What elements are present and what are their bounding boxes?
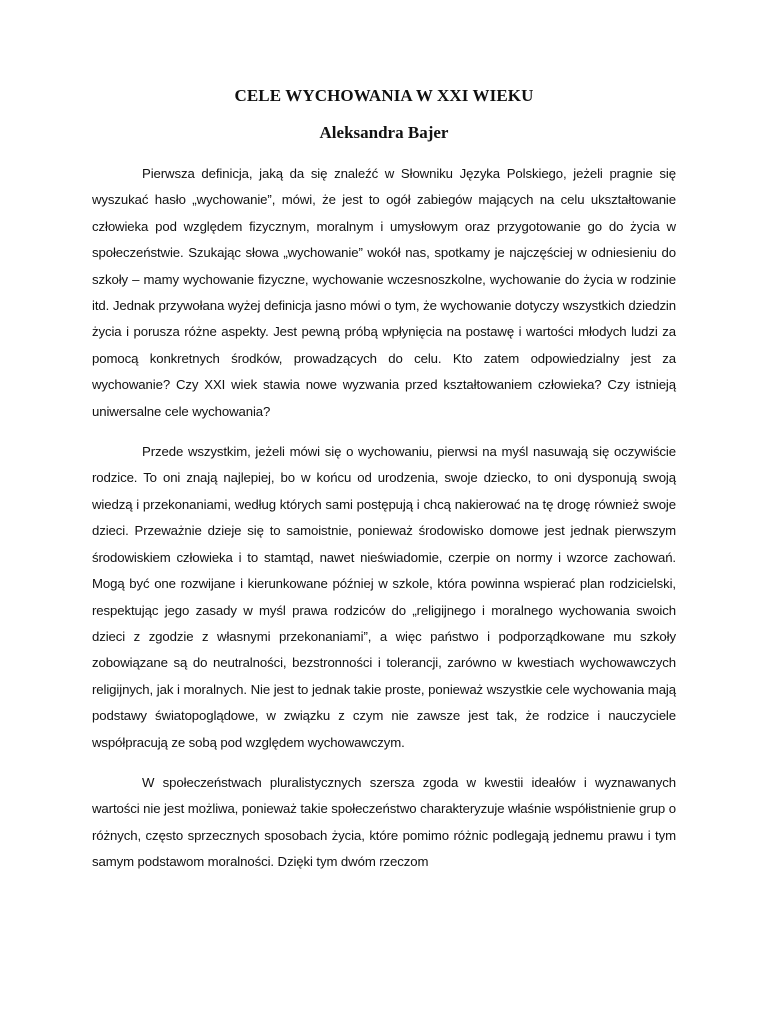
paragraph-3: W społeczeństwach pluralistycznych szersza zgoda w kwestii ideałów i wyznawanych wartości nie jest możliwa, ponieważ takie społeczeństwo charakteryzuje właśnie współistnienie grup o różnych, często sprzecznych sposobach życia, które pomimo różnic podlegają jednemu prawu i tym samym podstawom moralności. Dzięki tym dwóm rzeczom bbox=[92, 774, 676, 870]
document-title: CELE WYCHOWANIA W XXI WIEKU bbox=[234, 86, 534, 105]
paragraph-1: Pierwsza definicja, jaką da się znaleźć w Słowniku Języka Polskiego, jeżeli pragnie się wyszukać hasło „wychowanie”, mówi, że jest to ogół zabiegów mających na celu ukształtowanie człowieka pod względem fizycznym, moralnym i umysłowym oraz przygotowanie go do życia w społeczeństwie. Szukając słowa „wychowanie” wokół nas, spotkamy je najczęściej w odniesieniu do szkoły – mamy wychowanie fizyczne, wychowanie wczesnoszkolne, wychowanie do życia w rodzinie itd. Jednak przywołana wyżej definicja jasno mówi o tym, że wychowanie dotyczy wszystkich dziedzin życia i porusza różne aspekty. Jest pewną próbą wpłynięcia na postawę i wartości młodych ludzi za pomocą konkretnych środków, prowadzących do celu. Kto zatem odpowiedzialny jest za wychowanie? Czy XXI wiek stawia nowe wyzwania przed kształtowaniem człowieka? Czy istnieją uniwersalne cele wychowania? bbox=[92, 166, 676, 419]
document-page bbox=[92, 0, 676, 1024]
document-body bbox=[92, 161, 676, 890]
document-author: Aleksandra Bajer bbox=[319, 123, 449, 142]
paragraph-2: Przede wszystkim, jeżeli mówi się o wychowaniu, pierwsi na myśl nasuwają się oczywiście rodzice. To oni znają najlepiej, bo w końcu od urodzenia, swoje dziecko, to oni dysponują swoją wiedzą i przekonaniami, według których sami postępują i chcą nakierować na tę drogę również swoje dzieci. Przeważnie dzieje się to samoistnie, ponieważ środowisko domowe jest jednak pierwszym środowiskiem człowieka i to stamtąd, nawet nieświadomie, czerpie on normy i wzorce zachowań. Mogą być one rozwijane i kierunkowane później w szkole, która powinna wspierać plan rodzicielski, respektując jego zasady w myśl prawa rodziców do „religijnego i moralnego wychowania swoich dzieci z zgodzie z własnymi przekonaniami”, a więc państwo i podporządkowane mu szkoły zobowiązane są do neutralności, bezstronności i tolerancji, zarówno w kwestiach wychowawczych religijnych, jak i moralnych. Nie jest to jednak takie proste, ponieważ wszystkie cele wychowania mają podstawy światopoglądowe, w związku z czym nie zawsze jest tak, że rodzice i nauczyciele współpracują ze sobą pod względem wychowawczym. bbox=[92, 444, 676, 750]
